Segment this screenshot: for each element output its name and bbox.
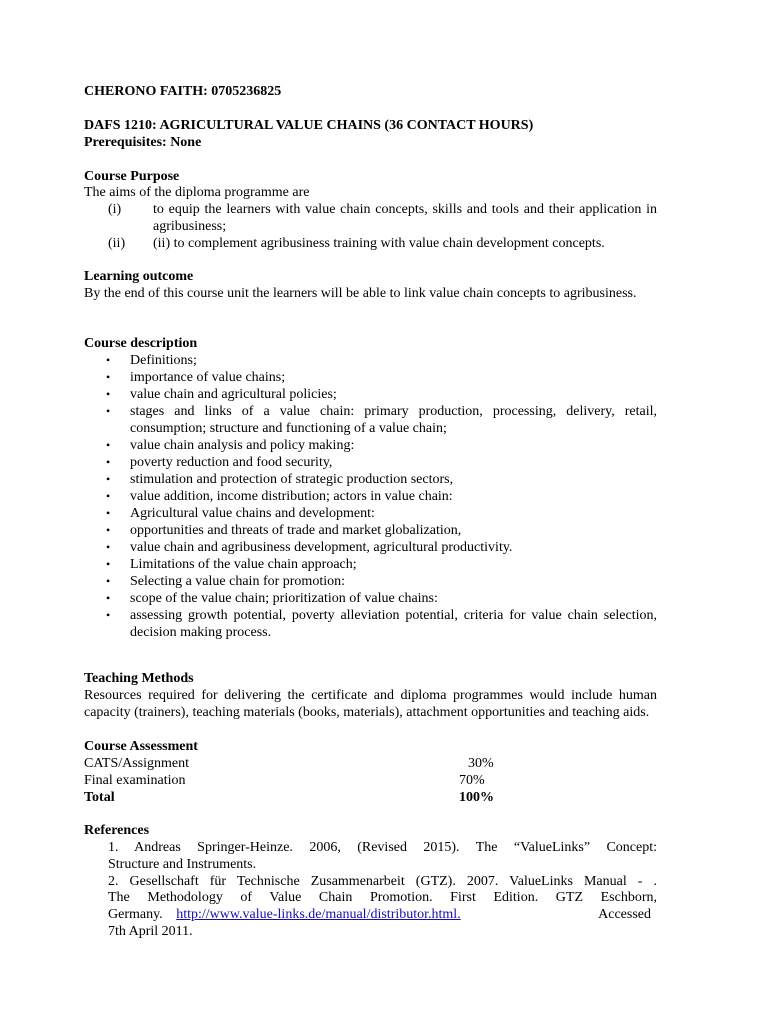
bullet-icon: • [106,404,111,418]
assessment-total-row [84,789,514,806]
list-item [84,386,657,403]
purpose-item [84,235,657,252]
list-item [84,352,657,369]
bullet-icon: • [106,608,111,622]
author-contact: CHERONO FAITH: 0705236825 [84,84,282,99]
bullet-icon: • [106,489,111,503]
learning-outcome-text: By the end of this course unit the learners will be able to link value chain concepts to agribusiness. [84,286,637,301]
assessment-value: 30% [468,756,494,771]
purpose-item [84,201,657,235]
list-item-text: value chain analysis and policy making: [130,438,355,453]
list-item-text: scope of the value chain; prioritization of value chains: [130,591,438,606]
teaching-methods-text: Resources required for delivering the certificate and diploma programmes would include human capacity (trainers), teaching materials (books, materials), attachment opportunities and teaching aids. [84,688,657,720]
list-item [84,403,657,437]
bullet-icon: • [106,353,111,367]
bullet-icon: • [106,438,111,452]
list-item-text: Limitations of the value chain approach; [130,557,357,572]
course-description-heading: Course description [84,336,198,351]
list-item [84,522,657,539]
reference-1-line: 1. Andreas Springer-Heinze. 2006, (Revised 2015). The “ValueLinks” Concept: [108,840,657,855]
list-item-text: stages and links of a value chain: primary production, processing, delivery, retail, consumption; structure and functioning of a value chain; [130,404,657,436]
bullet-icon: • [106,370,111,384]
course-purpose-intro: The aims of the diploma programme are [84,185,310,200]
purpose-item-number: (ii) [108,236,126,251]
course-description-list [84,352,657,641]
list-item-text: Agricultural value chains and development: [130,506,375,521]
assessment-value: 100% [459,790,494,805]
list-item [84,590,657,607]
bullet-icon: • [106,455,111,469]
list-item-text: poverty reduction and food security, [130,455,333,470]
bullet-icon: • [106,472,111,486]
list-item-text: stimulation and protection of strategic production sectors, [130,472,454,487]
list-item [84,539,657,556]
course-purpose-heading: Course Purpose [84,169,180,184]
accessed-label: Accessed [598,907,651,922]
bullet-icon: • [106,557,111,571]
bullet-icon: • [106,574,111,588]
list-item [84,437,657,454]
list-item [84,607,657,641]
list-item-text: value chain and agricultural policies; [130,387,337,402]
assessment-label: Total [84,790,115,805]
list-item-text: importance of value chains; [130,370,286,385]
reference-2-line [108,906,657,923]
list-item-text: value addition, income distribution; actors in value chain: [130,489,453,504]
bullet-icon: • [106,506,111,520]
list-item-text: Selecting a value chain for promotion: [130,574,345,589]
learning-outcome-heading: Learning outcome [84,269,194,284]
reference-2-text: Germany. [108,907,163,922]
list-item-text: opportunities and threats of trade and market globalization, [130,523,462,538]
prerequisites: Prerequisites: None [84,135,202,150]
teaching-methods-heading: Teaching Methods [84,671,194,686]
assessment-row [84,755,514,772]
course-title: DAFS 1210: AGRICULTURAL VALUE CHAINS (36 CONTACT HOURS) [84,118,534,133]
course-assessment-heading: Course Assessment [84,739,198,754]
list-item [84,573,657,590]
assessment-label: CATS/Assignment [84,756,190,771]
list-item-text: Definitions; [130,353,197,368]
bullet-icon: • [106,591,111,605]
reference-2-line: 2. Gesellschaft für Technische Zusammenarbeit (GTZ). 2007. ValueLinks Manual - . [108,874,657,889]
assessment-value: 70% [459,773,485,788]
purpose-item-text: (ii) to complement agribusiness training with value chain development concepts. [153,236,605,251]
list-item [84,556,657,573]
list-item [84,454,657,471]
purpose-item-text: to equip the learners with value chain concepts, skills and tools and their application in agribusiness; [153,202,657,234]
list-item-text: assessing growth potential, poverty alleviation potential, criteria for value chain selection, decision making process. [130,608,657,640]
assessment-row [84,772,514,789]
list-item [84,505,657,522]
purpose-item-number: (i) [108,202,122,217]
references-heading: References [84,823,150,838]
bullet-icon: • [106,387,111,401]
reference-2-line: The Methodology of Value Chain Promotion. First Edition. GTZ Eschborn, [108,890,657,905]
list-item [84,369,657,386]
bullet-icon: • [106,523,111,537]
bullet-icon: • [106,540,111,554]
distributor-link[interactable]: http://www.value-links.de/manual/distributor.html. [176,907,461,922]
list-item-text: value chain and agribusiness development, agricultural productivity. [130,540,513,555]
list-item [84,488,657,505]
reference-2-line: 7th April 2011. [108,924,193,939]
assessment-label: Final examination [84,773,186,788]
list-item [84,471,657,488]
reference-1-line: Structure and Instruments. [108,857,257,872]
